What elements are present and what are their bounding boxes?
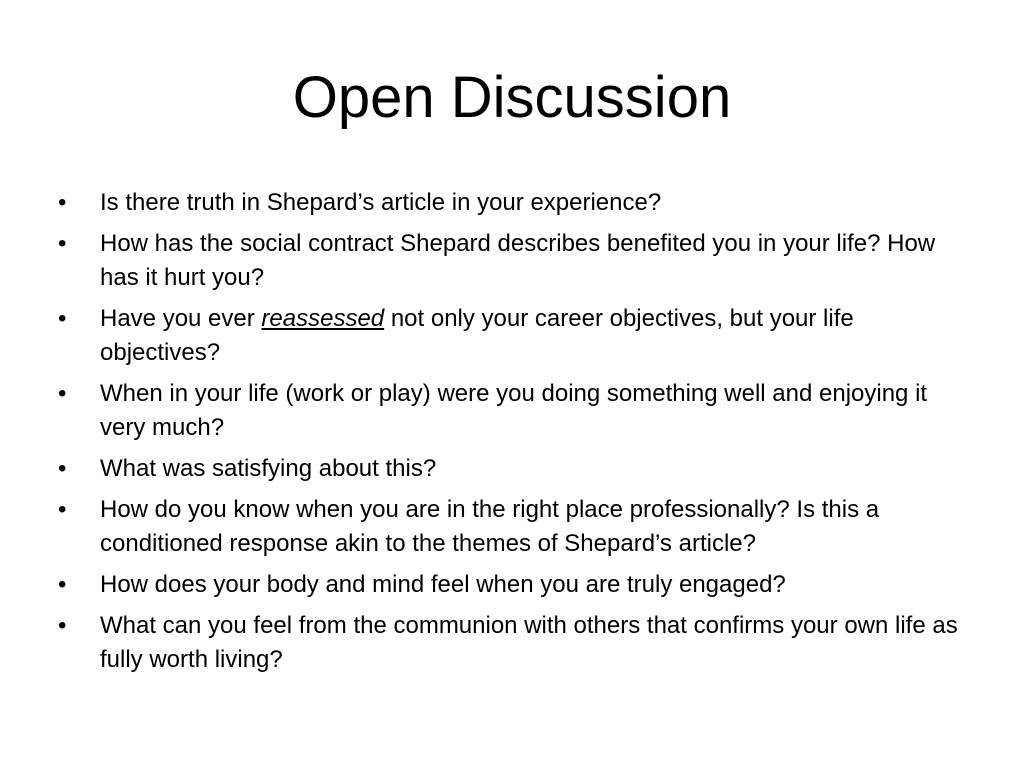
bullet-point-icon: •: [58, 230, 67, 257]
bullet-item: [57, 452, 972, 486]
bullet-item: [57, 186, 972, 220]
bullet-text-suffix: not only your career objectives, but your life objectives?: [100, 305, 854, 366]
bullet-point-icon: •: [58, 189, 67, 216]
bullet-text: How has the social contract Shepard describes benefited you in your life? How has it hurt you?: [100, 230, 936, 291]
emphasized-word: reassessed: [261, 305, 385, 332]
bullet-item: [57, 377, 972, 445]
bullet-point-icon: •: [58, 305, 67, 332]
bullet-text-prefix: Have you ever: [100, 305, 262, 332]
bullet-point-icon: •: [58, 496, 67, 523]
bullet-list: [57, 186, 972, 684]
bullet-item: [57, 609, 972, 677]
slide-title: Open Discussion: [292, 65, 732, 130]
bullet-point-icon: •: [58, 380, 67, 407]
bullet-text: How does your body and mind feel when you are truly engaged?: [100, 571, 786, 598]
bullet-item: [57, 493, 972, 561]
bullet-point-icon: •: [58, 571, 67, 598]
bullet-text: How do you know when you are in the right place professionally? Is this a conditioned response akin to the themes of Shepard’s article?: [100, 496, 880, 557]
bullet-item: [57, 568, 972, 602]
bullet-item: [57, 302, 972, 370]
bullet-text: When in your life (work or play) were you doing something well and enjoying it very much?: [100, 380, 928, 441]
bullet-point-icon: •: [58, 612, 67, 639]
bullet-item: [57, 227, 972, 295]
bullet-text: What was satisfying about this?: [100, 455, 437, 482]
bullet-point-icon: •: [58, 455, 67, 482]
bullet-text: Is there truth in Shepard’s article in your experience?: [100, 189, 662, 216]
bullet-text: What can you feel from the communion with others that confirms your own life as fully worth living?: [100, 612, 958, 673]
